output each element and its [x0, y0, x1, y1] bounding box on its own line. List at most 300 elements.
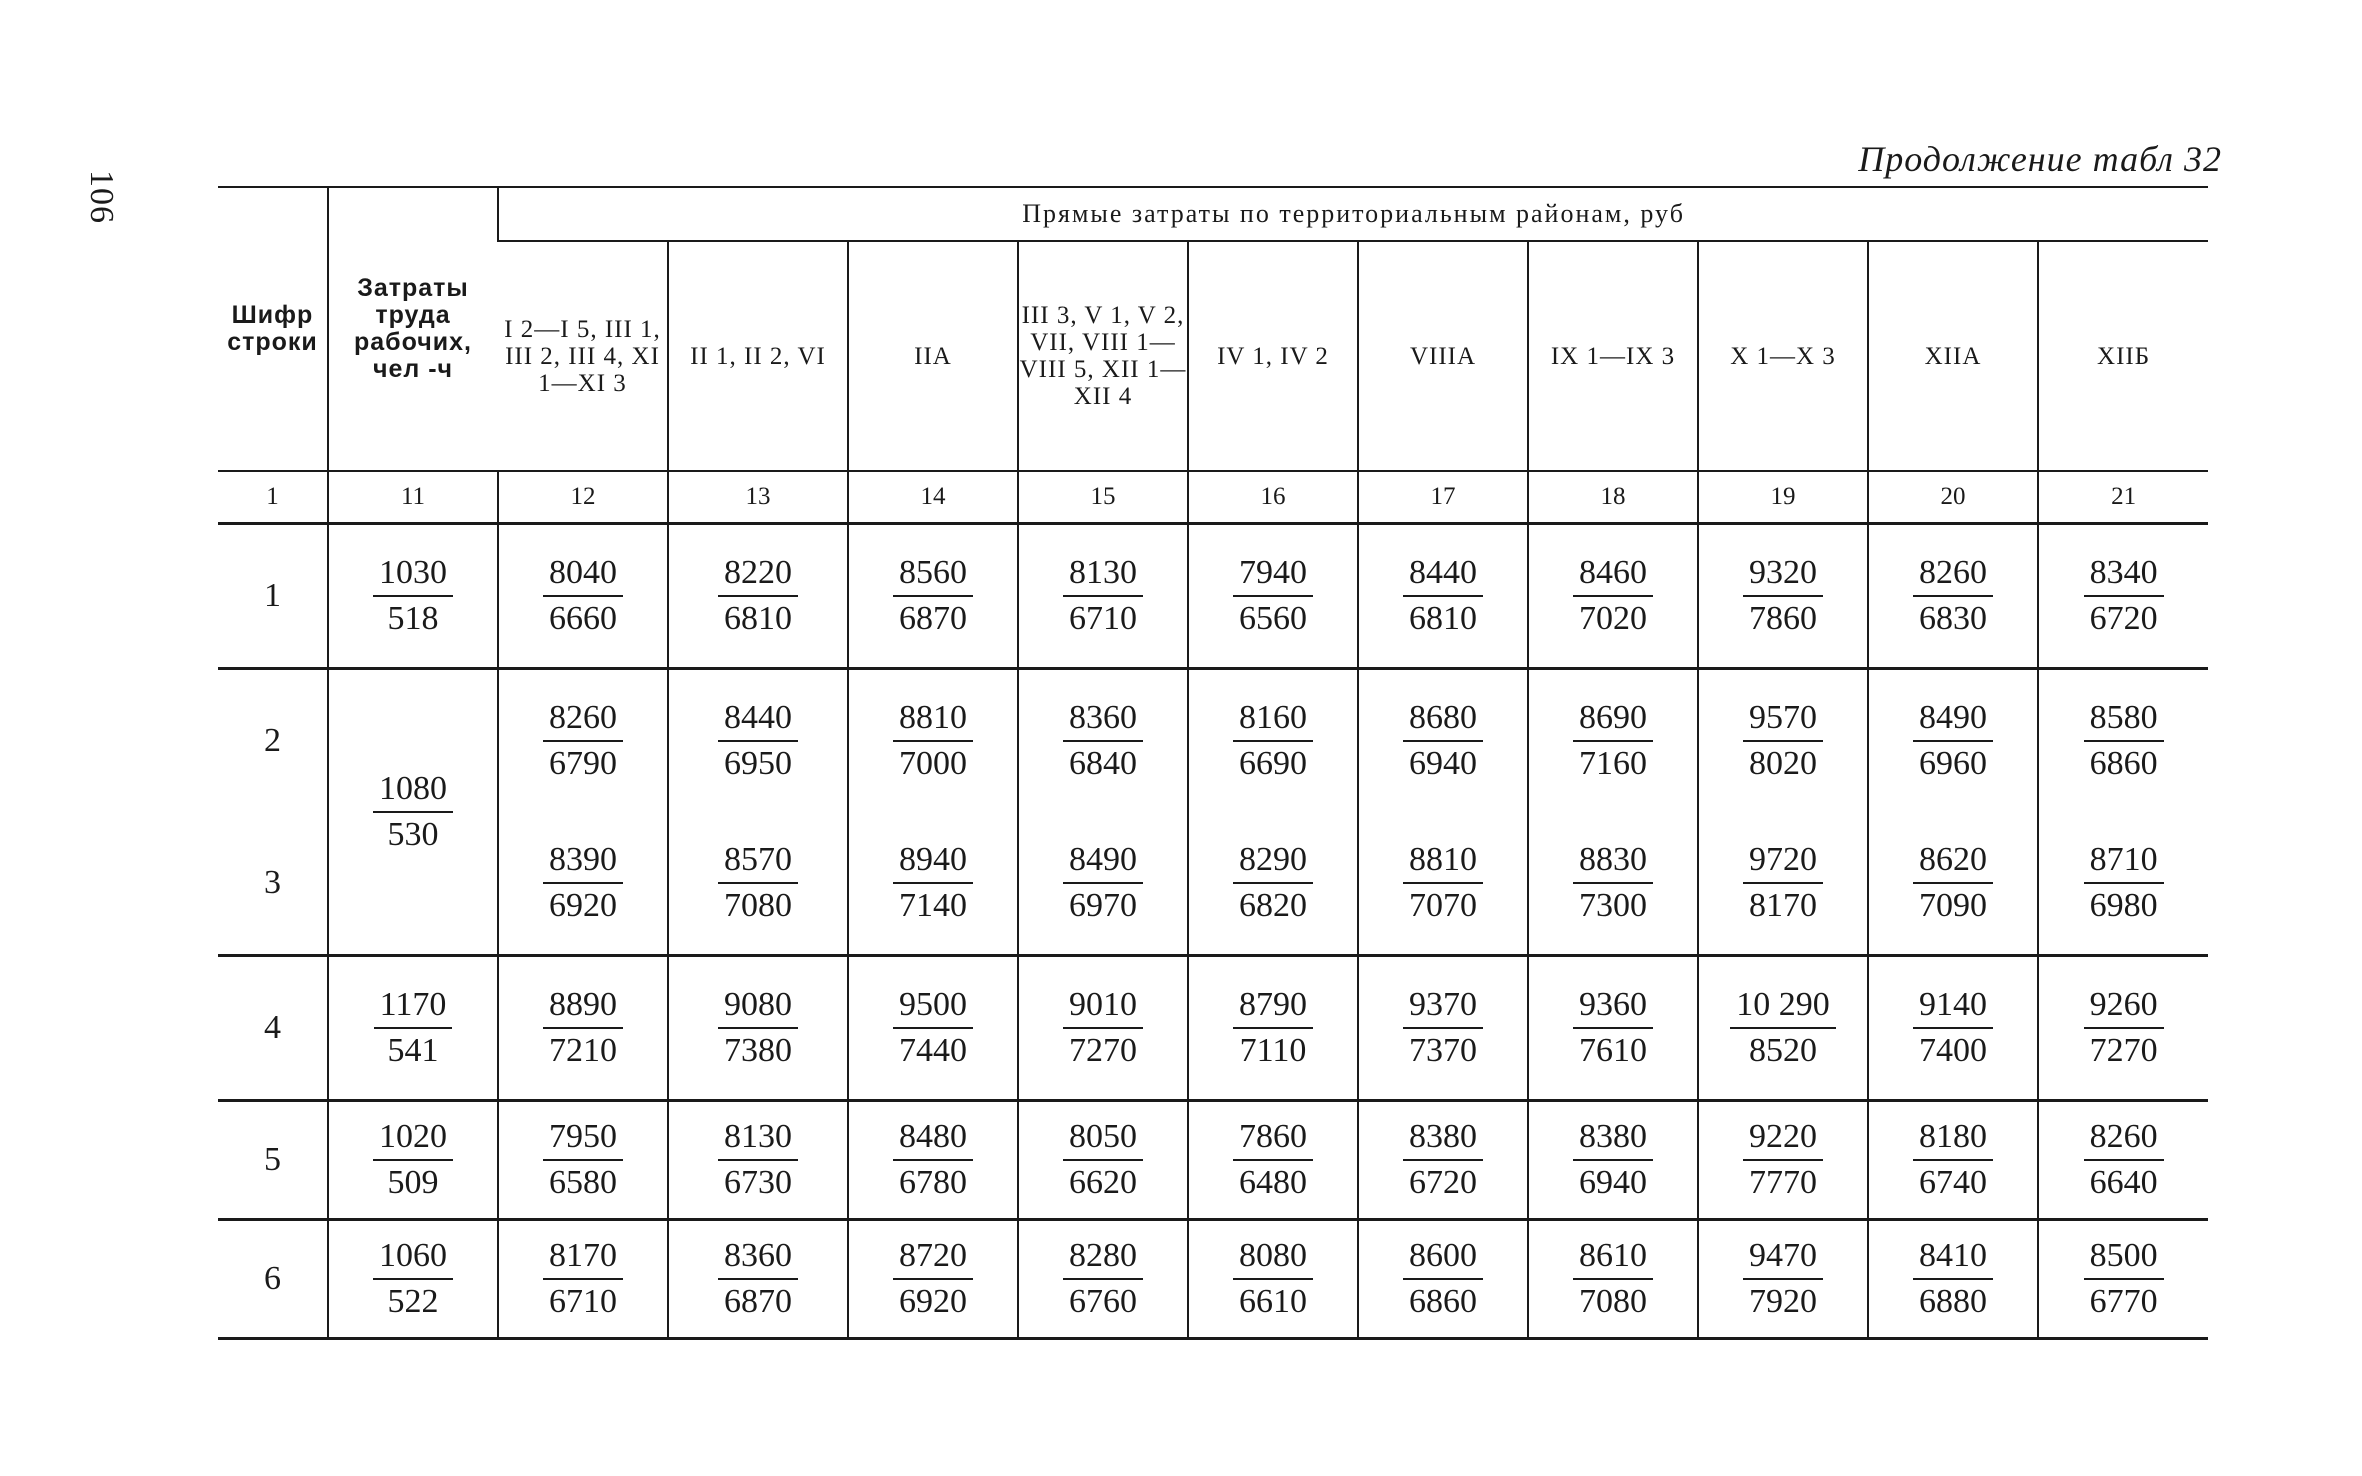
fraction: [718, 1234, 798, 1324]
fraction-numerator: 8460: [1573, 551, 1653, 597]
value-cell: [1528, 956, 1698, 1101]
labor-cell: [328, 1220, 498, 1339]
value-cell: [1698, 524, 1868, 669]
fraction-denominator: 6860: [2089, 745, 2158, 782]
fraction-numerator: 8360: [718, 1234, 798, 1280]
fraction: [1403, 551, 1483, 641]
value-cell: [668, 812, 848, 956]
fraction: [1913, 696, 1993, 786]
column-number: 15: [1018, 471, 1188, 524]
fraction-numerator: 8940: [893, 838, 973, 884]
fraction: [543, 551, 623, 641]
fraction: [1063, 983, 1143, 1073]
column-number: 20: [1868, 471, 2038, 524]
table-header: [218, 187, 2208, 471]
fraction-denominator: 7090: [1919, 887, 1987, 924]
column-number: 11: [328, 471, 498, 524]
fraction-denominator: 6980: [2089, 887, 2158, 924]
fraction: [1063, 551, 1143, 641]
fraction: [543, 1234, 623, 1324]
fraction: [2084, 838, 2164, 928]
fraction: [373, 551, 453, 641]
fraction-numerator: 8690: [1573, 696, 1653, 742]
value-cell: [2038, 1220, 2208, 1339]
column-number: 18: [1528, 471, 1698, 524]
fraction-numerator: 8260: [2084, 1115, 2164, 1161]
table-row: [218, 1220, 2208, 1339]
header-direct-costs: Прямые затраты по территориальным районам, руб: [498, 187, 2208, 241]
fraction-denominator: 6840: [1069, 745, 1137, 782]
fraction-denominator: 7140: [899, 887, 967, 924]
column-number: 16: [1188, 471, 1358, 524]
fraction: [2084, 983, 2164, 1073]
column-number: 21: [2038, 471, 2208, 524]
row-code: 1: [218, 524, 328, 669]
fraction-denominator: 7770: [1749, 1164, 1817, 1201]
fraction-denominator: 6870: [724, 1283, 792, 1320]
fraction-numerator: 8290: [1233, 838, 1313, 884]
value-cell: [2038, 524, 2208, 669]
fraction-denominator: 541: [387, 1032, 439, 1069]
fraction: [1913, 551, 1993, 641]
value-cell: [1188, 812, 1358, 956]
fraction-denominator: 6560: [1239, 600, 1307, 637]
value-cell: [1358, 669, 1528, 813]
header-region: IX 1—IX 3: [1528, 241, 1698, 471]
fraction-denominator: 6660: [549, 600, 617, 637]
value-cell: [668, 524, 848, 669]
fraction-denominator: 6950: [724, 745, 792, 782]
value-cell: [848, 1220, 1018, 1339]
header-region: VIIIA: [1358, 241, 1528, 471]
fraction-denominator: 6920: [549, 887, 617, 924]
fraction-denominator: 6880: [1919, 1283, 1987, 1320]
fraction-numerator: 9470: [1743, 1234, 1823, 1280]
fraction-denominator: 6920: [899, 1283, 967, 1320]
fraction-denominator: 6710: [549, 1283, 617, 1320]
fraction: [718, 838, 798, 928]
fraction: [893, 551, 973, 641]
fraction: [1730, 983, 1836, 1073]
value-cell: [848, 812, 1018, 956]
fraction-denominator: 8020: [1749, 745, 1817, 782]
column-number: 14: [848, 471, 1018, 524]
fraction-numerator: 8440: [1403, 551, 1483, 597]
fraction-numerator: 8380: [1573, 1115, 1653, 1161]
fraction: [1573, 1115, 1653, 1205]
fraction: [1913, 983, 1993, 1073]
header-region: II 1, II 2, VI: [668, 241, 848, 471]
fraction: [1233, 1115, 1313, 1205]
column-number: 19: [1698, 471, 1868, 524]
table-row: [218, 956, 2208, 1101]
fraction: [1233, 1234, 1313, 1324]
fraction-numerator: 8340: [2084, 551, 2164, 597]
value-cell: [498, 669, 668, 813]
fraction-denominator: 7440: [899, 1032, 967, 1069]
fraction-denominator: 6940: [1409, 745, 1477, 782]
fraction-denominator: 7860: [1749, 600, 1817, 637]
fraction-denominator: 7160: [1579, 745, 1647, 782]
fraction-numerator: 1080: [373, 767, 453, 813]
fraction-numerator: 8810: [893, 696, 973, 742]
fraction-denominator: 7070: [1409, 887, 1477, 924]
fraction: [1233, 838, 1313, 928]
fraction-denominator: 530: [387, 816, 439, 853]
table-body: [218, 471, 2208, 1339]
value-cell: [2038, 812, 2208, 956]
fraction-denominator: 6730: [724, 1164, 792, 1201]
fraction-denominator: 6810: [724, 600, 792, 637]
fraction-numerator: 1060: [373, 1234, 453, 1280]
column-number: 17: [1358, 471, 1528, 524]
fraction-denominator: 7270: [2089, 1032, 2158, 1069]
fraction-denominator: 6790: [549, 745, 617, 782]
fraction: [1403, 983, 1483, 1073]
fraction-numerator: 9220: [1743, 1115, 1823, 1161]
cost-table: [218, 186, 2208, 1340]
fraction-numerator: 8160: [1233, 696, 1313, 742]
fraction-numerator: 9320: [1743, 551, 1823, 597]
fraction-numerator: 8490: [1063, 838, 1143, 884]
fraction-numerator: 8080: [1233, 1234, 1313, 1280]
fraction-denominator: 509: [387, 1164, 439, 1201]
value-cell: [1868, 1101, 2038, 1220]
fraction: [2084, 696, 2164, 786]
fraction: [893, 696, 973, 786]
fraction-numerator: 9010: [1063, 983, 1143, 1029]
fraction-denominator: 6860: [1409, 1283, 1477, 1320]
fraction-numerator: 8360: [1063, 696, 1143, 742]
row-code: 6: [218, 1220, 328, 1339]
fraction: [1913, 1234, 1993, 1324]
value-cell: [498, 956, 668, 1101]
value-cell: [1528, 1101, 1698, 1220]
fraction-numerator: 8480: [893, 1115, 973, 1161]
fraction: [1743, 1234, 1823, 1324]
fraction: [1063, 696, 1143, 786]
fraction-numerator: 9370: [1403, 983, 1483, 1029]
fraction-numerator: 8180: [1913, 1115, 1993, 1161]
fraction: [718, 1115, 798, 1205]
fraction-numerator: 8560: [893, 551, 973, 597]
value-cell: [848, 1101, 1018, 1220]
value-cell: [668, 1220, 848, 1339]
fraction: [1403, 838, 1483, 928]
fraction-denominator: 6720: [2089, 600, 2158, 637]
fraction-denominator: 7020: [1579, 600, 1647, 637]
fraction-numerator: 8580: [2084, 696, 2164, 742]
fraction-denominator: 7210: [549, 1032, 617, 1069]
fraction: [543, 696, 623, 786]
fraction: [718, 696, 798, 786]
value-cell: [1188, 524, 1358, 669]
value-cell: [2038, 669, 2208, 813]
header-region: IV 1, IV 2: [1188, 241, 1358, 471]
value-cell: [1698, 956, 1868, 1101]
fraction: [543, 838, 623, 928]
header-labor: Затраты труда рабочих, чел -ч: [328, 187, 498, 471]
value-cell: [2038, 956, 2208, 1101]
value-cell: [1698, 812, 1868, 956]
value-cell: [668, 669, 848, 813]
fraction-numerator: 10 290: [1730, 983, 1836, 1029]
value-cell: [1528, 812, 1698, 956]
fraction: [1063, 838, 1143, 928]
fraction-denominator: 7270: [1069, 1032, 1137, 1069]
fraction-denominator: 7300: [1579, 887, 1647, 924]
value-cell: [1528, 524, 1698, 669]
fraction: [373, 1115, 453, 1205]
fraction-numerator: 8620: [1913, 838, 1993, 884]
value-cell: [1188, 1220, 1358, 1339]
fraction-denominator: 6940: [1579, 1164, 1647, 1201]
header-code: Шифр строки: [218, 187, 328, 471]
value-cell: [1868, 1220, 2038, 1339]
fraction: [1573, 983, 1653, 1073]
value-cell: [1188, 956, 1358, 1101]
fraction-denominator: 6820: [1239, 887, 1307, 924]
header-region: XIIБ: [2038, 241, 2208, 471]
fraction-denominator: 8520: [1749, 1032, 1817, 1069]
fraction-denominator: 6620: [1069, 1164, 1137, 1201]
fraction-numerator: 9260: [2084, 983, 2164, 1029]
fraction-numerator: 9360: [1573, 983, 1653, 1029]
value-cell: [1358, 1101, 1528, 1220]
fraction-numerator: 7860: [1233, 1115, 1313, 1161]
fraction-denominator: 6970: [1069, 887, 1137, 924]
value-cell: [1868, 956, 2038, 1101]
fraction-denominator: 6870: [899, 600, 967, 637]
value-cell: [1018, 669, 1188, 813]
fraction-numerator: 8280: [1063, 1234, 1143, 1280]
fraction: [718, 983, 798, 1073]
labor-cell: [328, 669, 498, 956]
fraction-denominator: 7610: [1579, 1032, 1647, 1069]
fraction-numerator: 8610: [1573, 1234, 1653, 1280]
fraction-numerator: 8500: [2084, 1234, 2164, 1280]
value-cell: [848, 524, 1018, 669]
value-cell: [1188, 1101, 1358, 1220]
fraction-denominator: 6960: [1919, 745, 1987, 782]
value-cell: [1358, 524, 1528, 669]
value-cell: [1698, 669, 1868, 813]
row-code: 2: [218, 669, 328, 813]
value-cell: [1698, 1220, 1868, 1339]
header-region: IIA: [848, 241, 1018, 471]
fraction: [1233, 983, 1313, 1073]
fraction-denominator: 6710: [1069, 600, 1137, 637]
fraction-denominator: 6640: [2089, 1164, 2158, 1201]
fraction: [1743, 1115, 1823, 1205]
value-cell: [848, 956, 1018, 1101]
fraction-numerator: 8040: [543, 551, 623, 597]
fraction-numerator: 8710: [2084, 838, 2164, 884]
table-row: [218, 1101, 2208, 1220]
value-cell: [1528, 669, 1698, 813]
fraction: [1403, 1234, 1483, 1324]
row-code: 4: [218, 956, 328, 1101]
fraction-denominator: 7370: [1409, 1032, 1477, 1069]
fraction-numerator: 1030: [373, 551, 453, 597]
fraction-numerator: 9080: [718, 983, 798, 1029]
fraction-denominator: 7080: [724, 887, 792, 924]
fraction-numerator: 9140: [1913, 983, 1993, 1029]
header-region: I 2—I 5, III 1, III 2, III 4, XI 1—XI 3: [504, 315, 661, 397]
table-row: [218, 812, 2208, 956]
fraction: [1573, 838, 1653, 928]
fraction-numerator: 8680: [1403, 696, 1483, 742]
fraction-denominator: 518: [387, 600, 439, 637]
fraction-numerator: 8130: [718, 1115, 798, 1161]
header-region: III 3, V 1, V 2, VII, VIII 1—VIII 5, XII 1—XII 4: [1018, 241, 1188, 471]
value-cell: [1868, 524, 2038, 669]
row-code: 5: [218, 1101, 328, 1220]
fraction: [1063, 1115, 1143, 1205]
fraction-denominator: 7110: [1239, 1032, 1307, 1069]
fraction: [1403, 1115, 1483, 1205]
fraction-numerator: 8130: [1063, 551, 1143, 597]
fraction-numerator: 8050: [1063, 1115, 1143, 1161]
value-cell: [2038, 1101, 2208, 1220]
value-cell: [848, 669, 1018, 813]
fraction: [373, 1234, 453, 1324]
fraction: [1743, 838, 1823, 928]
fraction: [2084, 1234, 2164, 1324]
fraction-denominator: 6830: [1919, 600, 1987, 637]
fraction: [1403, 696, 1483, 786]
value-cell: [1868, 669, 2038, 813]
table-row: [218, 669, 2208, 813]
fraction: [718, 551, 798, 641]
value-cell: [498, 1101, 668, 1220]
fraction: [1573, 696, 1653, 786]
fraction-denominator: 6810: [1409, 600, 1477, 637]
column-number: 12: [498, 471, 668, 524]
fraction: [1743, 696, 1823, 786]
fraction-denominator: 6610: [1239, 1283, 1307, 1320]
fraction-numerator: 8890: [543, 983, 623, 1029]
header-region: XIIA: [1868, 241, 2038, 471]
fraction-numerator: 1170: [374, 983, 453, 1029]
header-region: X 1—X 3: [1698, 241, 1868, 471]
fraction: [1573, 551, 1653, 641]
fraction-denominator: 7400: [1919, 1032, 1987, 1069]
column-number: 1: [218, 471, 328, 524]
fraction: [373, 767, 453, 857]
fraction: [893, 838, 973, 928]
fraction-numerator: 8410: [1913, 1234, 1993, 1280]
value-cell: [498, 524, 668, 669]
row-code: 3: [264, 864, 281, 901]
value-cell: [498, 1220, 668, 1339]
value-cell: [668, 956, 848, 1101]
fraction-denominator: 7080: [1579, 1283, 1647, 1320]
fraction-numerator: 8810: [1403, 838, 1483, 884]
value-cell: [1358, 812, 1528, 956]
table-caption: Продолжение табл 32: [1858, 139, 2222, 179]
fraction-denominator: 7380: [724, 1032, 792, 1069]
fraction-numerator: 8390: [543, 838, 623, 884]
fraction-denominator: 522: [387, 1283, 439, 1320]
value-cell: [1018, 956, 1188, 1101]
fraction-numerator: 7950: [543, 1115, 623, 1161]
value-cell: [1868, 812, 2038, 956]
value-cell: [1018, 812, 1188, 956]
fraction-denominator: 8170: [1749, 887, 1817, 924]
value-cell: [1018, 1220, 1188, 1339]
page-number: 106: [83, 170, 120, 224]
fraction: [893, 983, 973, 1073]
fraction-numerator: 8380: [1403, 1115, 1483, 1161]
fraction-numerator: 8220: [718, 551, 798, 597]
fraction: [893, 1234, 973, 1324]
value-cell: [1018, 524, 1188, 669]
fraction-denominator: 6760: [1069, 1283, 1137, 1320]
table-row: [218, 524, 2208, 669]
value-cell: [498, 812, 668, 956]
fraction-numerator: 9570: [1743, 696, 1823, 742]
fraction-numerator: 9720: [1743, 838, 1823, 884]
fraction-numerator: 8790: [1233, 983, 1313, 1029]
fraction: [1573, 1234, 1653, 1324]
labor-cell: [328, 1101, 498, 1220]
labor-cell: [328, 956, 498, 1101]
fraction: [893, 1115, 973, 1205]
fraction: [543, 983, 623, 1073]
fraction-numerator: 8260: [1913, 551, 1993, 597]
value-cell: [1698, 1101, 1868, 1220]
labor-cell: [328, 524, 498, 669]
fraction-numerator: 8440: [718, 696, 798, 742]
fraction: [1743, 551, 1823, 641]
fraction-denominator: 6770: [2089, 1283, 2158, 1320]
fraction-denominator: 6780: [899, 1164, 967, 1201]
fraction: [1063, 1234, 1143, 1324]
fraction-denominator: 6580: [549, 1164, 617, 1201]
value-cell: [1018, 1101, 1188, 1220]
fraction-denominator: 6720: [1409, 1164, 1477, 1201]
fraction-numerator: 8600: [1403, 1234, 1483, 1280]
fraction-denominator: 7000: [899, 745, 967, 782]
column-number-row: [218, 471, 2208, 524]
fraction-denominator: 6690: [1239, 745, 1307, 782]
fraction: [1913, 1115, 1993, 1205]
value-cell: [1528, 1220, 1698, 1339]
fraction-numerator: 1020: [373, 1115, 453, 1161]
fraction-numerator: 8170: [543, 1234, 623, 1280]
fraction: [2084, 1115, 2164, 1205]
fraction-denominator: 6480: [1239, 1164, 1307, 1201]
column-number: 13: [668, 471, 848, 524]
fraction-numerator: 9500: [893, 983, 973, 1029]
fraction-denominator: 6740: [1919, 1164, 1987, 1201]
fraction-denominator: 7920: [1749, 1283, 1817, 1320]
fraction-numerator: 8720: [893, 1234, 973, 1280]
fraction: [374, 983, 453, 1073]
fraction-numerator: 8260: [543, 696, 623, 742]
fraction: [543, 1115, 623, 1205]
fraction-numerator: 8490: [1913, 696, 1993, 742]
fraction: [1233, 696, 1313, 786]
value-cell: [1358, 956, 1528, 1101]
value-cell: [1358, 1220, 1528, 1339]
fraction: [2084, 551, 2164, 641]
fraction-numerator: 7940: [1233, 551, 1313, 597]
value-cell: [1188, 669, 1358, 813]
fraction-numerator: 8830: [1573, 838, 1653, 884]
value-cell: [668, 1101, 848, 1220]
